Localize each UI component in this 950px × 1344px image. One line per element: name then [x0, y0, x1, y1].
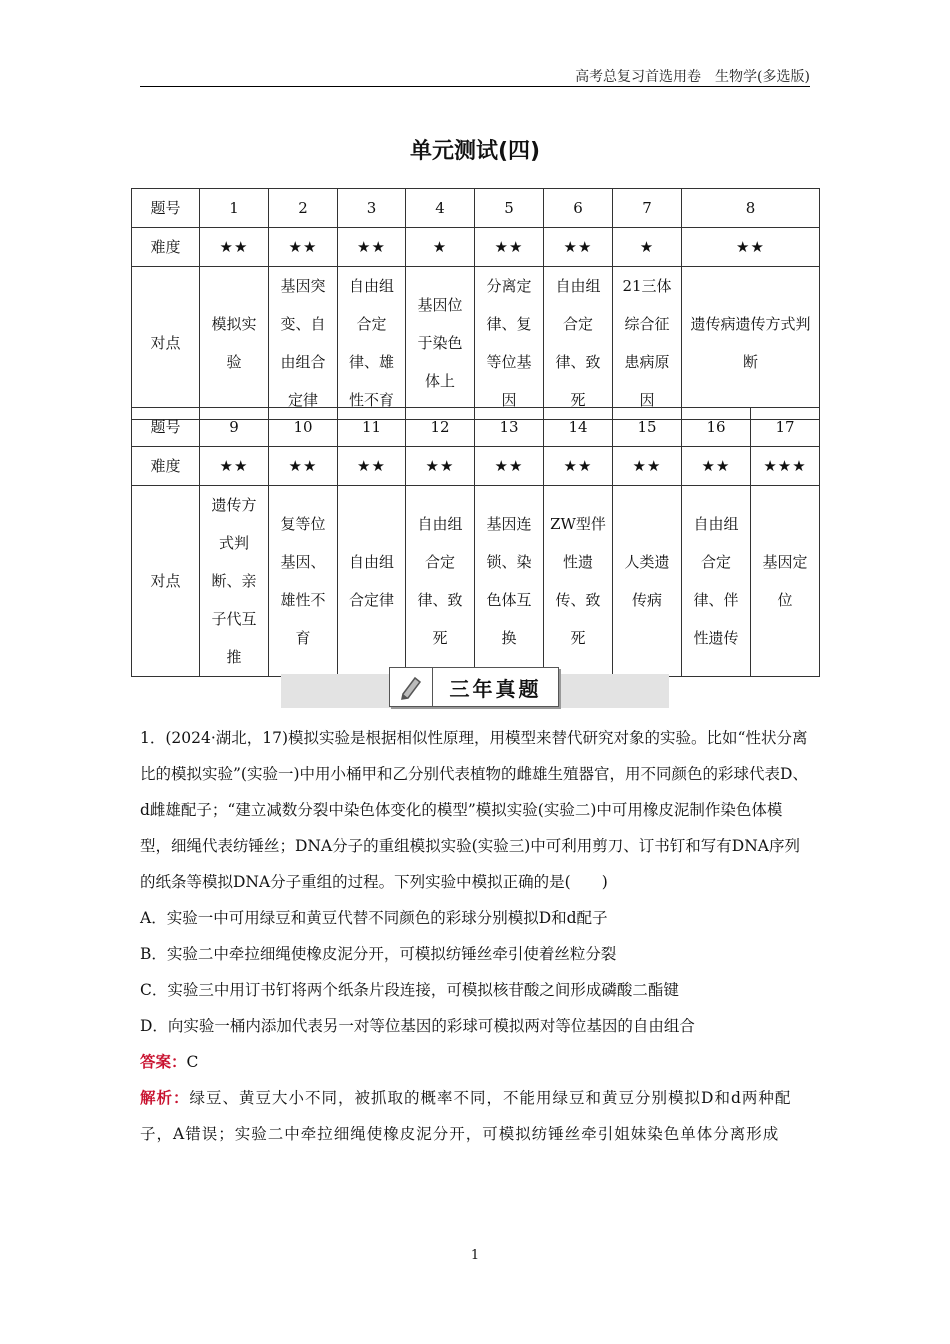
topic-cell: 自由组合定律、致死: [406, 486, 475, 677]
topic-cell: 分离定律、复等位基因: [475, 267, 544, 420]
row-label-difficulty: 难度: [132, 228, 200, 267]
table-cell: 11: [338, 408, 406, 447]
row-label-point: 对点: [132, 267, 200, 420]
analysis-text: 绿豆、黄豆大小不同，被抓取的概率不同，不能用绿豆和黄豆分别模拟D和d两种配子，A错误；实验二中牵拉细绳使橡皮泥分开，可模拟纺锤丝牵引姐妹染色单体分离形成: [140, 1089, 792, 1143]
difficulty-stars: ★★: [475, 447, 544, 486]
topic-cell: 模拟实验: [200, 267, 269, 420]
pencil-icon: [390, 668, 433, 706]
question-stem: 1．(2024·湖北，17)模拟实验是根据相似性原理，用模型来替代研究对象的实验。比如“性状分离比的模拟实验”(实验一)中用小桶甲和乙分别代表植物的雌雄生殖器官，用不同颜色的彩球代表D、d雌雄配子；“建立减数分裂中染色体变化的模型”模拟实验(实验二)中可用橡皮泥制作染色体模型，细绳代表纺锤丝；DNA分子的重组模拟实验(实验三)中可利用剪刀、订书钉和写有DNA序列的纸条等模拟DNA分子重组的过程。下列实验中模拟正确的是( ): [140, 729, 808, 891]
table-cell: 13: [475, 408, 544, 447]
table-row: [132, 228, 820, 267]
difficulty-stars: ★★: [682, 228, 820, 267]
table-cell: 5: [475, 189, 544, 228]
table-cell: 7: [613, 189, 682, 228]
difficulty-stars: ★★: [269, 228, 338, 267]
table-cell: 4: [406, 189, 475, 228]
topic-cell: 21三体综合征患病原因: [613, 267, 682, 420]
section-banner: [389, 667, 559, 707]
page-title: 单元测试(四): [409, 139, 541, 164]
difficulty-stars: ★★: [406, 447, 475, 486]
topic-cell: 基因连锁、染色体互换: [475, 486, 544, 677]
difficulty-table-1: [131, 188, 820, 420]
topic-cell: 基因位于染色体上: [406, 267, 475, 420]
table-cell: 14: [544, 408, 613, 447]
row-label-difficulty: 难度: [132, 447, 200, 486]
table-cell: 9: [200, 408, 269, 447]
page-number: 1: [470, 1248, 480, 1263]
table-row: [132, 189, 820, 228]
difficulty-stars: ★★: [338, 447, 406, 486]
analysis-label: 解析：: [140, 1089, 190, 1107]
table-row: [132, 408, 820, 447]
difficulty-stars: ★★★: [751, 447, 820, 486]
table-cell: 2: [269, 189, 338, 228]
table-row: [132, 447, 820, 486]
answer-label: 答案：: [140, 1053, 187, 1071]
difficulty-stars: ★★: [200, 447, 269, 486]
table-cell: 10: [269, 408, 338, 447]
difficulty-stars: ★★: [338, 228, 406, 267]
topic-cell: 遗传病遗传方式判断: [682, 267, 820, 420]
running-header: 高考总复习首选用卷 生物学(多选版): [575, 69, 810, 85]
topic-cell: 基因突变、自由组合定律: [269, 267, 338, 420]
topic-cell: 自由组合定律、雄性不育: [338, 267, 406, 420]
topic-cell: ZW型伴性遗传、致死: [544, 486, 613, 677]
row-label-num: 题号: [132, 189, 200, 228]
topic-cell: 自由组合定律、伴性遗传: [682, 486, 751, 677]
table-cell: 16: [682, 408, 751, 447]
analysis-line: [140, 1080, 810, 1152]
table-cell: 6: [544, 189, 613, 228]
header-rule: [140, 86, 810, 87]
difficulty-stars: ★★: [200, 228, 269, 267]
table-cell: 15: [613, 408, 682, 447]
table-row: [132, 267, 820, 420]
row-label-point: 对点: [132, 486, 200, 677]
topic-cell: 自由组合定律: [338, 486, 406, 677]
option-b: B．实验二中牵拉细绳使橡皮泥分开，可模拟纺锤丝牵引使着丝粒分裂: [140, 945, 617, 963]
option-a: A．实验一中可用绿豆和黄豆代替不同颜色的彩球分别模拟D和d配子: [140, 909, 608, 927]
table-cell: 1: [200, 189, 269, 228]
difficulty-stars: ★★: [269, 447, 338, 486]
table-row: [132, 486, 820, 677]
topic-cell: 遗传方式判断、亲子代互推: [200, 486, 269, 677]
difficulty-stars: ★★: [475, 228, 544, 267]
section-banner-title: 三年真题: [449, 676, 542, 701]
difficulty-stars: ★: [613, 228, 682, 267]
question-block: [140, 720, 810, 1152]
topic-cell: 复等位基因、雄性不育: [269, 486, 338, 677]
table-cell: 17: [751, 408, 820, 447]
table-cell: 12: [406, 408, 475, 447]
topic-cell: 基因定位: [751, 486, 820, 677]
answer-value: C: [186, 1053, 199, 1071]
option-c: C．实验三中用订书钉将两个纸条片段连接，可模拟核苷酸之间形成磷酸二酯键: [140, 981, 679, 999]
difficulty-stars: ★★: [544, 447, 613, 486]
difficulty-stars: ★★: [544, 228, 613, 267]
answer-line: [140, 1044, 810, 1080]
difficulty-stars: ★: [406, 228, 475, 267]
topic-cell: 自由组合定律、致死: [544, 267, 613, 420]
difficulty-stars: ★★: [682, 447, 751, 486]
table-cell: 3: [338, 189, 406, 228]
option-d: D．向实验一桶内添加代表另一对等位基因的彩球可模拟两对等位基因的自由组合: [140, 1017, 695, 1035]
table-cell: 8: [682, 189, 820, 228]
topic-cell: 人类遗传病: [613, 486, 682, 677]
row-label-num: 题号: [132, 408, 200, 447]
difficulty-stars: ★★: [613, 447, 682, 486]
difficulty-table-2: [131, 407, 820, 677]
